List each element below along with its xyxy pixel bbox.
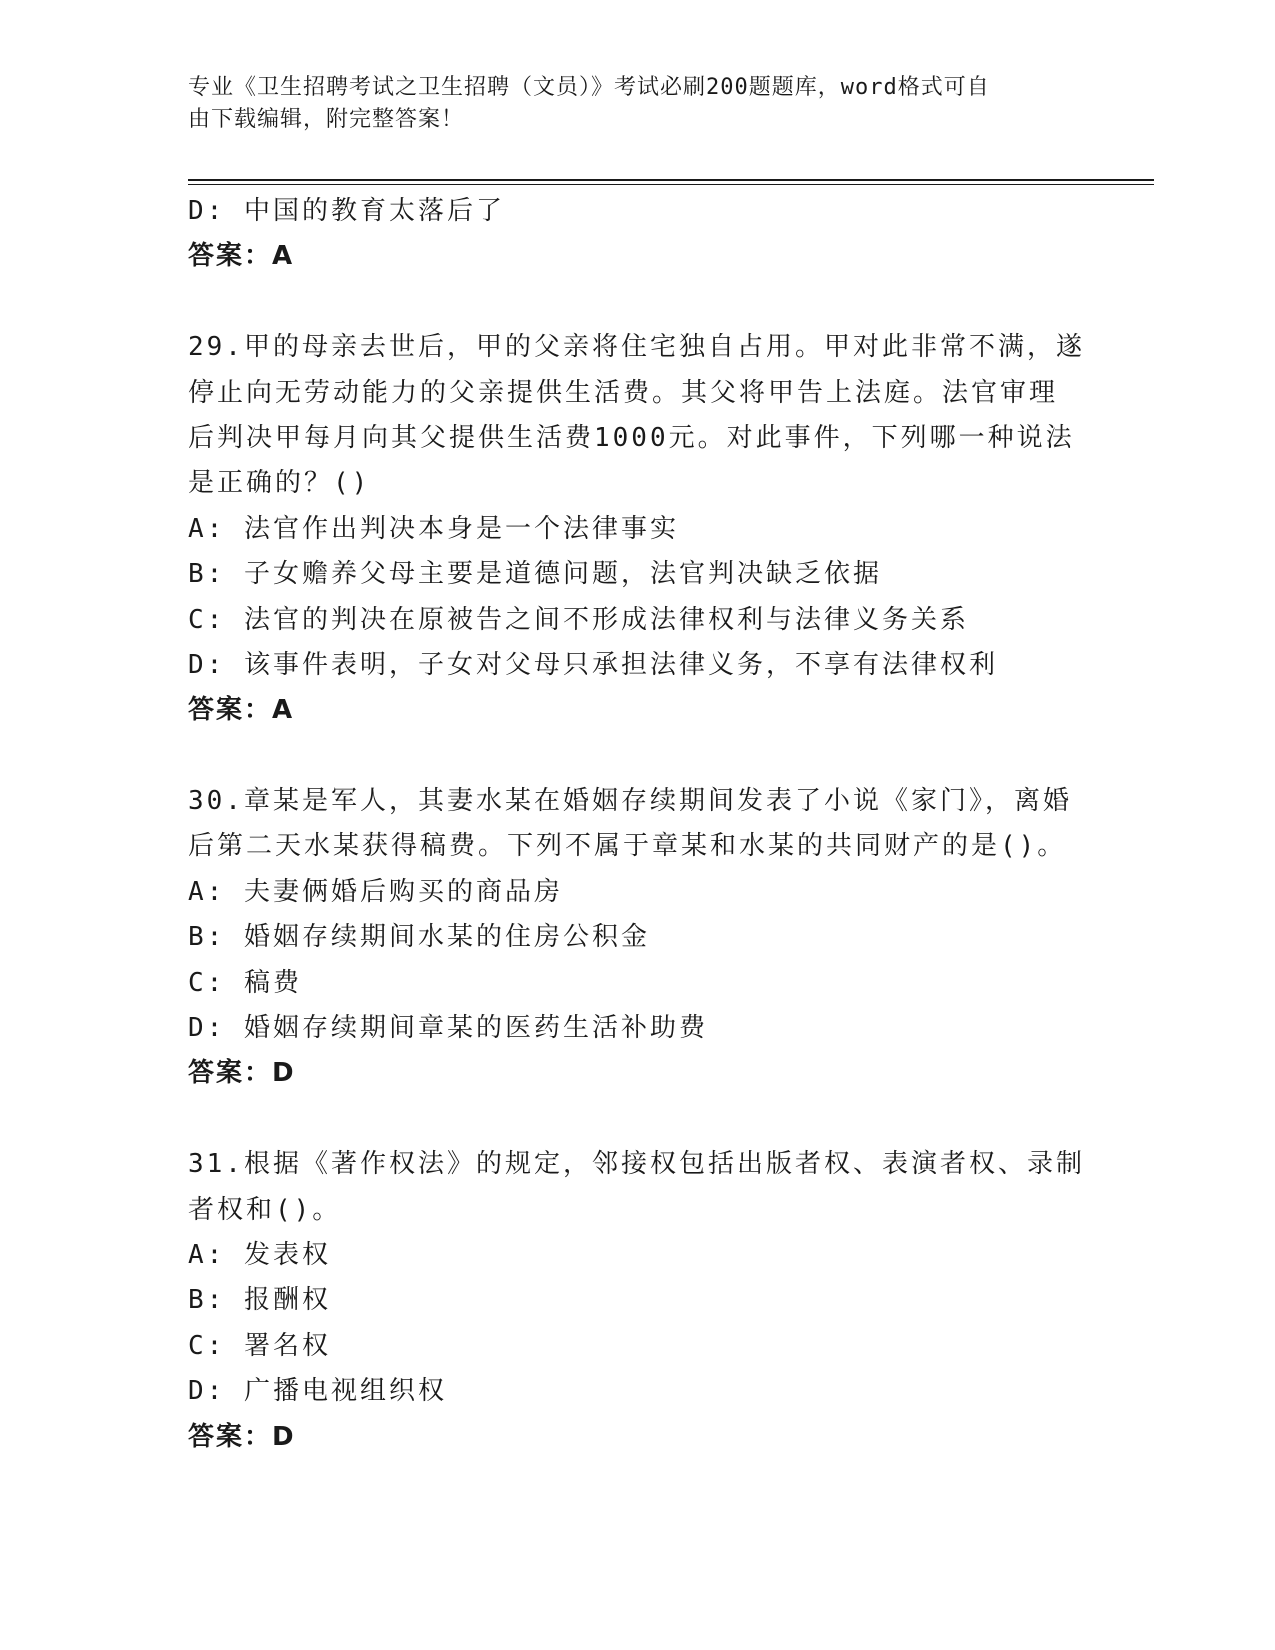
option-b: B: 婚姻存续期间水某的住房公积金	[188, 922, 650, 953]
question-stem-line: 29.甲的母亲去世后，甲的父亲将住宅独自占用。甲对此非常不满，遂	[188, 332, 1085, 363]
header-title-line-1: 专业《卫生招聘考试之卫生招聘（文员）》考试必刷200题题库，word格式可自	[188, 75, 990, 100]
option-c: C: 稿费	[188, 967, 302, 998]
question-30	[188, 779, 1088, 1097]
question-stem-line: 者权和()。	[188, 1194, 342, 1225]
answer-line: 答案：D	[188, 1058, 296, 1089]
header-divider	[188, 179, 1154, 185]
option-b: B: 报酬权	[188, 1285, 331, 1316]
option-b: B: 子女赡养父母主要是道德问题，法官判决缺乏依据	[188, 559, 882, 590]
option-a: A: 夫妻俩婚后购买的商品房	[188, 876, 563, 907]
option-c: C: 法官的判决在原被告之间不形成法律权利与法律义务关系	[188, 604, 969, 635]
header-divider-thick	[188, 179, 1154, 181]
question-stem-line: 是正确的？()	[188, 468, 371, 499]
page-header	[188, 72, 1068, 136]
option-d: D: 该事件表明，子女对父母只承担法律义务，不享有法律权利	[188, 649, 998, 680]
spacer	[188, 1097, 1088, 1142]
question-stem-line: 30.章某是军人，其妻水某在婚姻存续期间发表了小说《家门》，离婚	[188, 786, 1072, 817]
option-a: A: 发表权	[188, 1239, 331, 1270]
question-stem-line: 后判决甲每月向其父提供生活费1000元。对此事件，下列哪一种说法	[188, 422, 1075, 453]
answer-line: 答案：D	[188, 1421, 296, 1452]
previous-question-tail	[188, 189, 1088, 280]
question-stem-line: 31.根据《著作权法》的规定，邻接权包括出版者权、表演者权、录制	[188, 1149, 1085, 1180]
question-stem-line: 后第二天水某获得稿费。下列不属于章某和水某的共同财产的是()。	[188, 831, 1067, 862]
question-31	[188, 1142, 1088, 1460]
option-a: A: 法官作出判决本身是一个法律事实	[188, 513, 679, 544]
answer-line: 答案：A	[188, 241, 295, 272]
question-29	[188, 325, 1088, 734]
spacer	[188, 734, 1088, 779]
answer-line: 答案：A	[188, 695, 295, 726]
spacer	[188, 280, 1088, 325]
header-divider-thin	[188, 184, 1154, 185]
option-d: D: 广播电视组织权	[188, 1376, 447, 1407]
option-d: D: 中国的教育太落后了	[188, 196, 505, 226]
header-title-line-2: 由下载编辑，附完整答案！	[188, 107, 465, 132]
option-c: C: 署名权	[188, 1330, 331, 1361]
question-stem-line: 停止向无劳动能力的父亲提供生活费。其父将甲告上法庭。法官审理	[188, 377, 1059, 408]
option-d: D: 婚姻存续期间章某的医药生活补助费	[188, 1013, 708, 1044]
question-list	[188, 189, 1088, 1460]
